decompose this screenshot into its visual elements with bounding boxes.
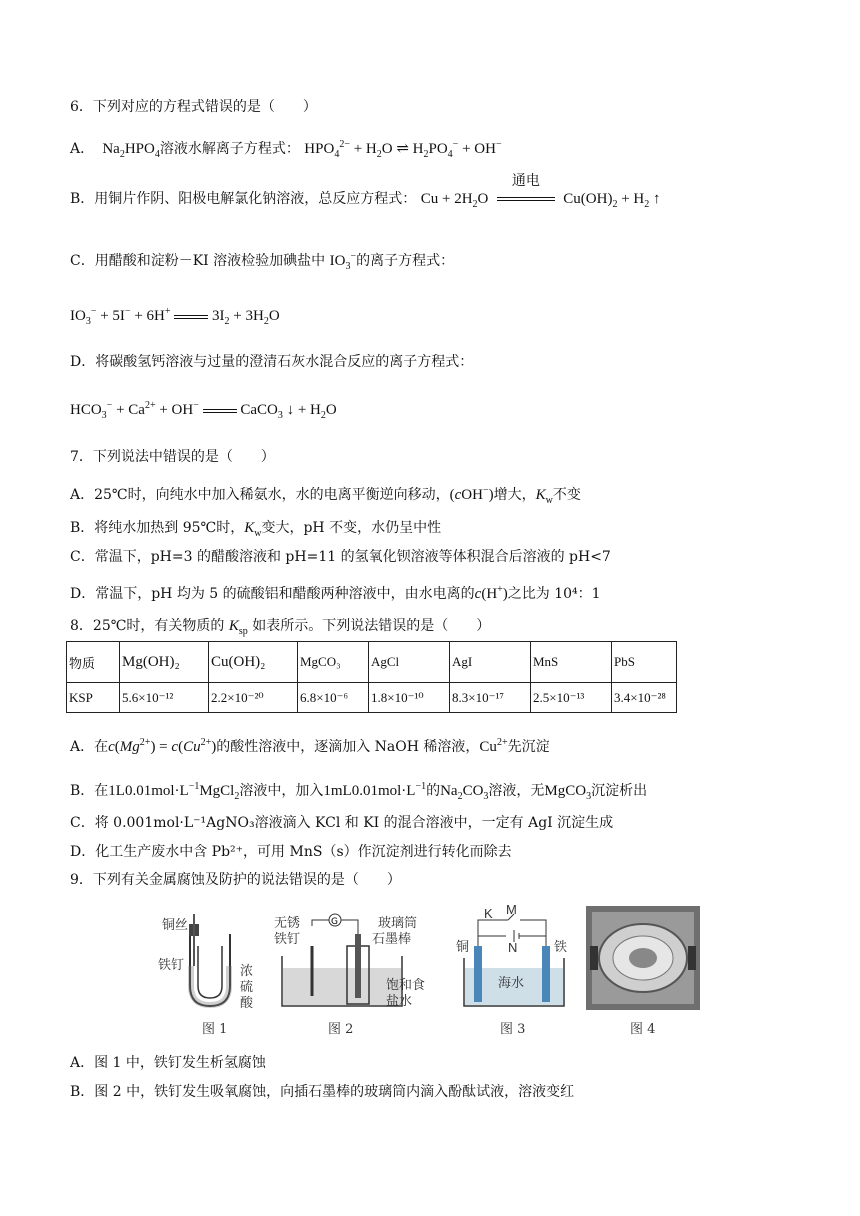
table-cell: AgCl [369, 642, 450, 683]
table-cell: Cu(OH)₂ [209, 642, 298, 683]
table-cell: 2.5×10⁻¹³ [531, 683, 612, 713]
fig3-label-n: N [508, 940, 518, 955]
fig3-label-k: K [484, 906, 493, 921]
fig3-label-m: M [506, 902, 517, 917]
table-cell: 3.4×10⁻²⁸ [612, 683, 677, 713]
fig2-label-iron-nail: 铁钉 [274, 932, 301, 947]
table-row [67, 642, 677, 683]
q6-stem: 6．下列对应的方程式错误的是（ ） [70, 99, 317, 115]
q7-option-a: A．25℃时，向纯水中加入稀氨水，水的电离平衡逆向移动，(cOH−)增大，$K_w$不变 [70, 485, 581, 506]
q6-option-c-equation: $IO_3^- + 5I^- + 6H^+$ $3I_2 + 3H_2O$ [70, 306, 280, 327]
q8-option-b: B．在$1L0.01mol\cdot L^{-1}MgCl_2$溶液中，加入$1mL0.01mol\cdot L^{-1}$的$Na_2CO_3$溶液，无MgCO$_3$沉淀析出 [70, 781, 648, 802]
figure-1-u-tube [160, 906, 260, 1036]
fig2-label-salt-water: 盐水 [386, 994, 413, 1009]
table-cell: 6.8×10⁻⁶ [298, 683, 369, 713]
fig4-caption: 图 4 [630, 1022, 656, 1037]
q9-option-b: B．图 2 中，铁钉发生吸氧腐蚀，向插石墨棒的玻璃筒内滴入酚酞试液，溶液变红 [70, 1084, 575, 1100]
fig3-label-copper: 铜 [456, 940, 470, 955]
table-cell: KSP [67, 683, 120, 713]
table-cell: 1.8×10⁻¹⁰ [369, 683, 450, 713]
fig2-label-glass-tube: 玻璃筒 [378, 916, 418, 931]
fig1-label-sulfur: 硫 [240, 980, 254, 995]
q6-option-d: D．将碳酸氢钙溶液与过量的澄清石灰水混合反应的离子方程式： [70, 354, 474, 370]
fig1-caption: 图 1 [202, 1022, 228, 1037]
q9-option-a: A．图 1 中，铁钉发生析氢腐蚀 [70, 1055, 266, 1071]
ksp-table [66, 641, 677, 713]
fig2-caption: 图 2 [328, 1022, 354, 1037]
table-cell: PbS [612, 642, 677, 683]
table-cell: Mg(OH)₂ [120, 642, 209, 683]
q6-option-a: A． $Na_2HPO_4$溶液水解离子方程式： $HPO_4^{2-} + H_2O$ ⇌ $H_2PO_4^- + OH^-$ [70, 139, 502, 160]
figure-3-electrolysis [454, 902, 579, 1037]
figure-2-beaker [272, 906, 442, 1036]
fig2-label-saturated: 饱和食 [386, 978, 426, 993]
fig1-label-iron-nail: 铁钉 [158, 958, 185, 973]
fig3-label-seawater: 海水 [498, 976, 525, 991]
table-cell: MgCO₃ [298, 642, 369, 683]
fig2-label-graphite: 石墨棒 [372, 932, 412, 947]
table-cell: 8.3×10⁻¹⁷ [450, 683, 531, 713]
table-cell: 5.6×10⁻¹² [120, 683, 209, 713]
q6-option-d-equation: $HCO_3^- + Ca^{2+} + OH^-$ CaCO$_3$ ↓ + $H_2O$ [70, 400, 337, 421]
svg-text:G: G [331, 917, 338, 927]
figure-4-stove-photo [586, 906, 700, 1036]
q7-stem: 7．下列说法中错误的是（ ） [70, 449, 275, 465]
table-row [67, 683, 677, 713]
table-cell: MnS [531, 642, 612, 683]
q7-option-b: B．将纯水加热到 95℃时，$K_w$变大，pH 不变，水仍呈中性 [70, 520, 442, 539]
fig3-label-iron: 铁 [554, 940, 568, 955]
fig1-label-copper-wire: 铜丝 [162, 918, 189, 933]
q8-option-a: A．在$c(Mg^{2+}) = c(Cu^{2+})$的酸性溶液中，逐滴加入 NaOH 稀溶液，$Cu^{2+}$先沉淀 [70, 737, 550, 755]
q6-option-c: C．用醋酸和淀粉－KI 溶液检验加碘盐中 $IO_3^-$的离子方程式： [70, 251, 455, 272]
table-cell: 2.2×10⁻²⁰ [209, 683, 298, 713]
q6-option-b: B．用铜片作阴、阳极电解氯化钠溶液，总反应方程式： $Cu + 2H_2O$ 通电 $Cu(OH)_2 + H_2$ ↑ [70, 173, 661, 210]
table-cell: 物质 [67, 642, 120, 683]
q8-option-d: D．化工生产废水中含 Pb²⁺，可用 MnS（s）作沉淀剂进行转化而除去 [70, 844, 512, 860]
table-cell: AgI [450, 642, 531, 683]
fig3-caption: 图 3 [500, 1022, 526, 1037]
q9-stem: 9．下列有关金属腐蚀及防护的说法错误的是（ ） [70, 872, 401, 888]
q8-option-c: C．将 0.001mol·L⁻¹AgNO₃溶液滴入 KCl 和 KI 的混合溶液中，一定有 AgI 沉淀生成 [70, 815, 614, 831]
q8-stem: 8．25℃时，有关物质的 $K_{sp}$ 如表所示。下列说法错误的是（ ） [70, 618, 491, 637]
fig1-label-acid: 酸 [240, 996, 254, 1011]
fig1-label-conc: 浓 [240, 964, 254, 979]
q7-option-d: D．常温下，pH 均为 5 的硫酸铝和醋酸两种溶液中，由水电离的c(H+)之比为 10⁴：1 [70, 584, 601, 602]
fig2-label-rustless: 无锈 [274, 916, 301, 931]
q7-option-c: C．常温下，pH=3 的醋酸溶液和 pH=11 的氢氧化钡溶液等体积混合后溶液的 pH<7 [70, 549, 611, 565]
